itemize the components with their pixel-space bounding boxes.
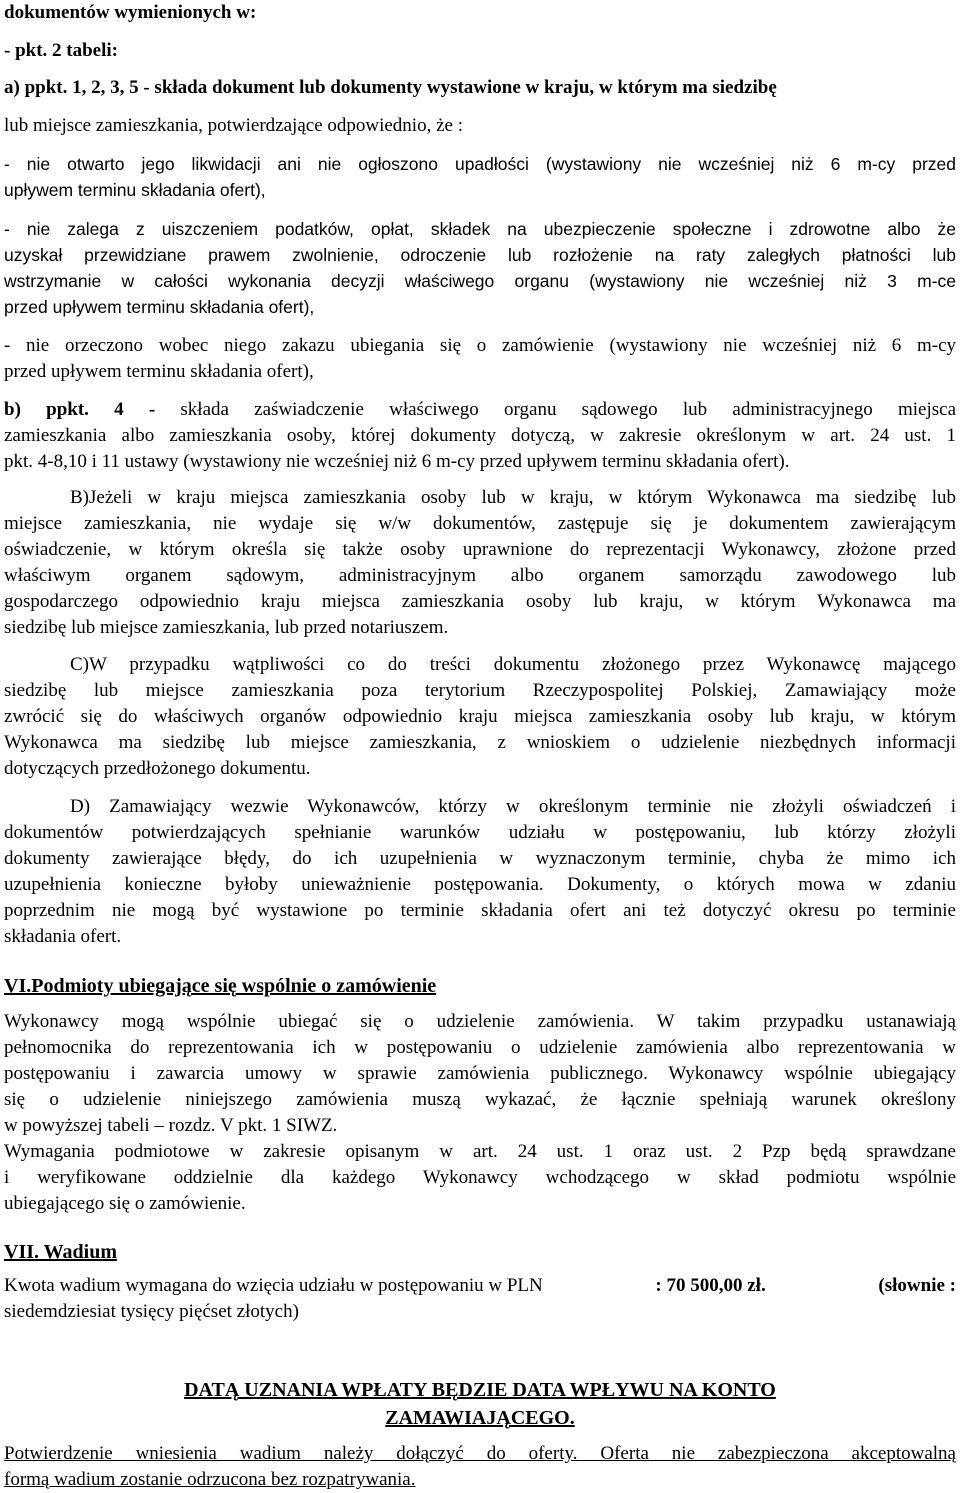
paragraph-d-line: dokumentów potwierdzających spełnianie warunków udziału w postępowaniu, lub którzy złożyli — [4, 822, 956, 843]
body-line: przed upływem terminu składania ofert), — [4, 297, 315, 317]
paragraph-c-line: C)W przypadku wątpliwości co do treści dokumentu złożonego przez Wykonawcę mającego — [70, 654, 956, 675]
body-line — [4, 397, 956, 423]
intro-line: - pkt. 2 tabeli: — [4, 40, 118, 61]
section-vi-line: się o udzielenie niniejszego zamówienia muszą wykazać, że łącznie spełniają warunek określony — [4, 1089, 956, 1110]
paragraph-b-line: właściwym organem sądowym, administracyjnym albo organem samorządu zawodowego lub — [4, 565, 956, 586]
wadium-amount-words: siedemdziesiat tysięcy pięćset złotych) — [4, 1301, 299, 1322]
paragraph-d-line: dokumenty zawierające błędy, do ich uzupełnienia w wyznaczonym terminie, chyba że mimo ich — [4, 848, 956, 869]
intro-line: lub miejsce zamieszkania, potwierdzające odpowiednio, że : — [4, 115, 463, 136]
paragraph-b-line: gospodarczego odpowiednio kraju miejsca zamieszkania osoby lub kraju, w którym Wykonawca ma — [4, 591, 956, 612]
body-line: uzyskał przewidziane prawem zwolnienie, odroczenie lub rozłożenie na raty zaległych płatności lub — [4, 245, 956, 265]
wadium-amount-text: Kwota wadium wymagana do wzięcia udziału w postępowaniu w PLN — [4, 1275, 543, 1296]
paragraph-d-line: poprzednim nie mogą być wystawione po terminie składania ofert ani też dotyczyć okresu po terminie — [4, 900, 956, 921]
paragraph-c-line: zwrócić się do właściwych organów odpowiednio kraju miejsca zamieszkania osoby lub kraju, w którym — [4, 706, 956, 727]
intro-line — [4, 75, 777, 101]
footer-line: Potwierdzenie wniesienia wadium należy dołączyć do oferty. Oferta nie zabezpieczona akceptowalną — [4, 1443, 956, 1464]
item-a: a) ppkt. 1, 2, 3, 5 - składa dokument lub dokumenty wystawione w kraju, w którym ma siedzibę — [4, 77, 777, 98]
section-vi-line: pełnomocnika do reprezentowania ich w postępowaniu o udzielenie zamówienia albo reprezentowania w — [4, 1037, 956, 1058]
paragraph-d-line: D) Zamawiający wezwie Wykonawców, którzy w określonym terminie nie złożyli oświadczeń i — [70, 796, 956, 817]
item-b-text: składa zaświadczenie właściwego organu sądowego lub administracyjnego miejsca — [155, 399, 956, 420]
paragraph-d-line: składania ofert. — [4, 926, 122, 947]
paragraph-b-line: B)Jeżeli w kraju miejsca zamieszkania osoby lub w kraju, w którym Wykonawca ma siedzibę lub — [70, 487, 956, 508]
wadium-amount-value: : 70 500,00 zł. — [655, 1275, 766, 1296]
paragraph-d-line: uzupełnienia konieczne byłoby unieważnienie postępowania. Dokumenty, o których mowa w zdaniu — [4, 874, 956, 895]
body-line: przed upływem terminu składania ofert), — [4, 361, 314, 382]
body-line: zamieszkania albo zamieszkania osoby, której dokumenty dotyczą, w zakresie określonym w art. 24 ust. 1 — [4, 425, 956, 446]
section-vi-line: w powyższej tabeli – rozdz. V pkt. 1 SIWZ. — [4, 1115, 338, 1136]
payment-notice: ZAMAWIAJĄCEGO. — [385, 1407, 575, 1429]
paragraph-c-line: Wykonawca ma siedzibę lub miejsce zamieszkania, z wnioskiem o udzielenie niezbędnych informacji — [4, 732, 956, 753]
body-line: - nie zalega z uiszczeniem podatków, opłat, składek na ubezpieczenie społeczne i zdrowotne albo że — [4, 219, 956, 239]
paragraph-b-line: siedzibę lub miejsce zamieszkania, lub przed notariuszem. — [4, 617, 449, 638]
section-heading-vi: VI.Podmioty ubiegające się wspólnie o zamówienie — [4, 975, 437, 997]
section-heading-vii: VII. Wadium — [4, 1241, 118, 1263]
section-vi-line: i weryfikowane oddzielnie dla każdego Wykonawcy wchodzącego w skład podmiotu wspólnie — [4, 1167, 956, 1188]
paragraph-b-line: miejsce zamieszkania, nie wydaje się w/w dokumentów, zastępuje się je dokumentem zawierającym — [4, 513, 956, 534]
paragraph-c-line: dotyczących przedłożonego dokumentu. — [4, 758, 311, 779]
body-line: - nie otwarto jego likwidacji ani nie ogłoszono upadłości (wystawiony nie wcześniej niż 6 m-cy przed — [4, 154, 956, 174]
section-vi-line: Wykonawcy mogą wspólnie ubiegać się o udzielenie zamówienia. W takim przypadku ustanawiają — [4, 1011, 956, 1032]
item-b-label: b) ppkt. 4 - — [4, 399, 156, 420]
body-line: - nie orzeczono wobec niego zakazu ubiegania się o zamówienie (wystawiony nie wcześniej niż 6 m-cy — [4, 335, 956, 356]
wadium-amount-line — [4, 1273, 956, 1299]
section-vi-line: postępowaniu i zawarcia umowy w sprawie zamówienia publicznego. Wykonawcy wspólnie ubiegający — [4, 1063, 956, 1084]
paragraph-b-line: oświadczenie, w którym określa się także osoby uprawnione do reprezentacji Wykonawcy, złożone przed — [4, 539, 956, 560]
paragraph-c-line: siedzibę lub miejsce zamieszkania poza terytorium Rzeczypospolitej Polskiej, Zamawiający może — [4, 680, 956, 701]
intro-line: dokumentów wymienionych w: — [4, 2, 257, 23]
wadium-slownie-label: (słownie : — [878, 1275, 956, 1296]
footer-line: formą wadium zostanie odrzucona bez rozpatrywania. — [4, 1469, 416, 1490]
section-vi-line: Wymagania podmiotowe w zakresie opisanym w art. 24 ust. 1 oraz ust. 2 Pzp będą sprawdzane — [4, 1141, 956, 1162]
body-line: pkt. 4-8,10 i 11 ustawy (wystawiony nie wcześniej niż 6 m-cy przed upływem terminu składania ofert). — [4, 451, 790, 472]
body-line: wstrzymanie w całości wykonania decyzji właściwego organu (wystawiony nie wcześniej niż 3 m-ce — [4, 271, 956, 291]
section-vi-line: ubiegającego się o zamówienie. — [4, 1193, 246, 1214]
payment-notice: DATĄ UZNANIA WPŁATY BĘDZIE DATA WPŁYWU NA KONTO — [184, 1379, 776, 1401]
body-line: upływem terminu składania ofert), — [4, 180, 266, 200]
